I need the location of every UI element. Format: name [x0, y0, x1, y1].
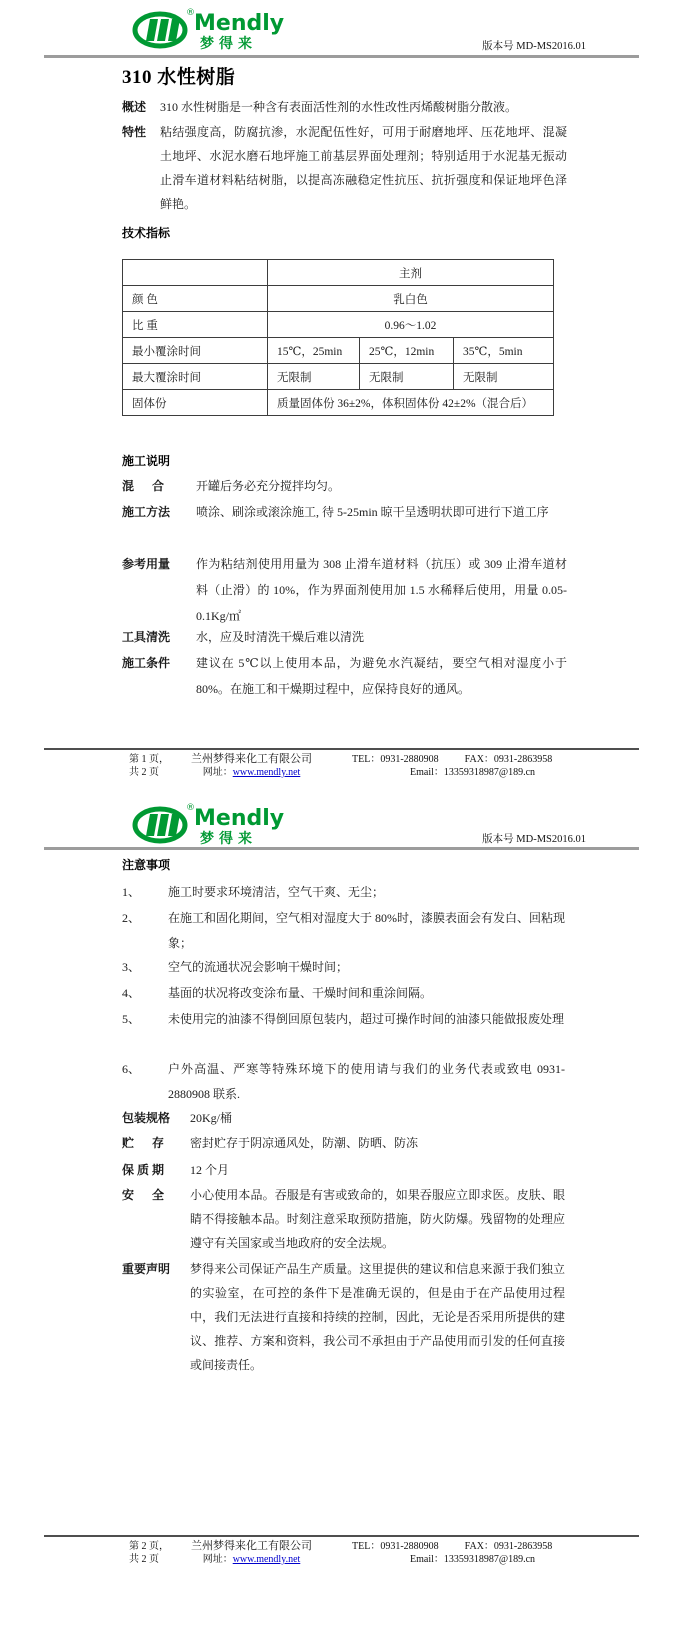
- main-agent-cell: 主剂: [268, 260, 554, 286]
- note-number: 2、: [122, 911, 141, 925]
- safety-row: [122, 1183, 565, 1255]
- tool-cleaning-row: [122, 624, 567, 650]
- brand-name-cn: 梦得来: [200, 36, 257, 51]
- tel-fax-line: [352, 753, 644, 766]
- min-recoat-35-cell: 35℃，5min: [454, 338, 554, 364]
- note-number: 1、: [122, 885, 141, 899]
- note-number: 3、: [122, 960, 141, 974]
- max-recoat-cell: 无限制: [360, 364, 454, 390]
- website-label: 网址：: [202, 1554, 233, 1565]
- tel-label: TEL：0931-2880908: [352, 1541, 439, 1552]
- table-row: [123, 390, 554, 416]
- email-line: Email：13359318987@189.cn: [410, 1554, 536, 1565]
- solids-value-cell: 质量固体份 36±2%，体积固体份 42±2%（混合后）: [268, 390, 554, 416]
- notes-heading: 注意事项: [122, 858, 171, 872]
- features-text: 粘结强度高，防腐抗渗，水泥配伍性好，可用于耐磨地坪、压花地坪、混凝土地坪、水泥水磨石地坪施工前基层界面处理剂；特别适用于水泥基无振动止滑车道材料粘结树脂，以提高冻融稳定性抗压、抗折强度和保证地坪色泽鲜艳。: [160, 125, 567, 211]
- table-row: [123, 260, 554, 286]
- max-recoat-cell: 无限制: [454, 364, 554, 390]
- conditions-label: 施工条件: [122, 656, 171, 670]
- dosage-text: 作为粘结剂使用用量为 308 止滑车道材料（抗压）或 309 止滑车道材料（止滑）的 10%，作为界面剂使用加 1.5 水稀释后使用，用量 0.05-0.1Kg/㎡: [196, 557, 567, 623]
- table-row: [123, 338, 554, 364]
- version-label: 版本号 MD-MS2016.01: [482, 41, 586, 52]
- note-item-2: [122, 906, 565, 956]
- tel-fax-line: [352, 1540, 644, 1553]
- features-row: [122, 120, 567, 216]
- note-item-4: [122, 981, 565, 1006]
- footer-company-block: [169, 1540, 334, 1566]
- note-number: 4、: [122, 986, 141, 1000]
- fax-label: FAX：0931-2863958: [464, 754, 553, 765]
- note-text: 未使用完的油漆不得倒回原包装内，超过可操作时间的油漆只能做报废处理: [168, 1012, 565, 1026]
- fax-label: FAX：0931-2863958: [464, 1541, 553, 1552]
- page1-footer: [44, 753, 644, 779]
- conditions-text: 建议在 5℃以上使用本品，为避免水汽凝结，要空气相对湿度小于 80%。在施工和干燥期过程中，应保持良好的通风。: [196, 656, 567, 696]
- page2-footer: [44, 1540, 644, 1566]
- dosage-label: 参考用量: [122, 557, 171, 571]
- disclaimer-text: 梦得来公司保证产品生产质量。这里提供的建议和信息来源于我们独立的实验室，在可控的条件下是准确无误的，但是由于在产品使用过程中，我们无法进行直接和持续的控制，因此，无论是否采用所提供的建议、推荐、方案和资料，我公司不承担由于产品使用而引发的任何直接或间接责任。: [190, 1262, 565, 1372]
- safety-label: 安 全: [122, 1188, 165, 1202]
- table-row: [123, 286, 554, 312]
- brand-name-cn: 梦得来: [200, 831, 257, 846]
- brand-name: Mendly: [194, 806, 285, 831]
- specs-table: [122, 259, 554, 416]
- gravity-label-cell: 比 重: [123, 312, 268, 338]
- page-title: 310 水性树脂: [122, 67, 236, 88]
- method-text: 喷涂、刷涂或滚涂施工, 待 5-25min 晾干呈透明状即可进行下道工序: [196, 505, 549, 519]
- mendly-logo-icon: [120, 3, 285, 51]
- mixing-label: 混 合: [122, 479, 165, 493]
- footer-contact-block: [334, 753, 644, 779]
- shelf-life-text: 12 个月: [190, 1163, 230, 1177]
- website-line: [169, 1553, 334, 1566]
- disclaimer-label: 重要声明: [122, 1262, 171, 1276]
- footer-contact-block: [334, 1540, 644, 1566]
- page-number: 第 1 页，共 2 页: [129, 754, 169, 778]
- note-item-6: [122, 1057, 565, 1107]
- version-label: 版本号 MD-MS2016.01: [482, 834, 586, 845]
- header-rule: [44, 55, 639, 58]
- color-value-cell: 乳白色: [268, 286, 554, 312]
- max-recoat-label-cell: 最大覆涂时间: [123, 364, 268, 390]
- method-row: [122, 499, 567, 525]
- method-label: 施工方法: [122, 505, 171, 519]
- tool-cleaning-label: 工具清洗: [122, 630, 171, 644]
- tel-label: TEL：0931-2880908: [352, 754, 439, 765]
- company-name: 兰州梦得来化工有限公司: [191, 1540, 312, 1552]
- brand-name: Mendly: [194, 11, 285, 36]
- note-text: 施工时要求环境清洁，空气干爽、无尘；: [168, 885, 385, 899]
- mendly-logo: [120, 798, 285, 846]
- solids-label-cell: 固体份: [123, 390, 268, 416]
- packaging-text: 20Kg/桶: [190, 1111, 233, 1125]
- footer-rule: [44, 748, 639, 750]
- note-text: 空气的流通状况会影响干燥时间；: [168, 960, 349, 974]
- color-label-cell: 颜 色: [123, 286, 268, 312]
- construction-heading: 施工说明: [122, 454, 171, 468]
- packaging-label: 包装规格: [122, 1111, 171, 1125]
- registered-mark: ®: [186, 8, 195, 18]
- note-text: 户外高温、严寒等特殊环境下的使用请与我们的业务代表或致电 0931-2880908 联系.: [168, 1062, 565, 1101]
- min-recoat-label-cell: 最小覆涂时间: [123, 338, 268, 364]
- note-number: 6、: [122, 1062, 141, 1076]
- safety-text: 小心使用本品。吞服是有害或致命的，如果吞服应立即求医。皮肤、眼睛不得接触本品。时刻注意采取预防措施，防火防爆。残留物的处理应遵守有关国家或当地政府的安全法规。: [190, 1188, 565, 1250]
- note-item-3: [122, 955, 565, 980]
- mixing-row: [122, 473, 567, 499]
- packaging-row: [122, 1106, 565, 1130]
- header-rule: [44, 847, 639, 850]
- min-recoat-25-cell: 25℃，12min: [360, 338, 454, 364]
- footer-rule: [44, 1535, 639, 1537]
- registered-mark: ®: [186, 803, 195, 813]
- note-text: 在施工和固化期间，空气相对湿度大于 80%时，漆膜表面会有发白、回粘现象；: [168, 911, 565, 950]
- page-number: 第 2 页，共 2 页: [129, 1541, 169, 1565]
- website-link[interactable]: www.mendly.net: [232, 1554, 301, 1565]
- storage-row: [122, 1131, 565, 1155]
- shelf-life-label: 保 质 期: [122, 1163, 165, 1177]
- overview-label: 概述: [122, 100, 147, 114]
- note-number: 5、: [122, 1012, 141, 1026]
- table-row: [123, 312, 554, 338]
- mixing-text: 开罐后务必充分搅拌均匀。: [196, 479, 341, 493]
- website-link[interactable]: www.mendly.net: [232, 767, 301, 778]
- gravity-value-cell: 0.96～1.02: [268, 312, 554, 338]
- note-text: 基面的状况将改变涂布量、干燥时间和重涂间隔。: [168, 986, 433, 1000]
- max-recoat-cell: 无限制: [268, 364, 360, 390]
- table-row: [123, 364, 554, 390]
- features-label: 特性: [122, 125, 147, 139]
- conditions-row: [122, 650, 567, 702]
- min-recoat-15-cell: 15℃，25min: [268, 338, 360, 364]
- tech-specs-heading: 技术指标: [122, 226, 171, 240]
- overview-row: [122, 95, 565, 119]
- website-line: [169, 766, 334, 779]
- dosage-row: [122, 551, 567, 629]
- mendly-logo-icon: [120, 798, 285, 846]
- email-line: Email：13359318987@189.cn: [410, 767, 536, 778]
- tool-cleaning-text: 水，应及时清洗干燥后难以清洗: [196, 630, 365, 644]
- disclaimer-row: [122, 1257, 565, 1377]
- storage-text: 密封贮存于阴凉通风处，防潮、防晒、防冻: [190, 1136, 419, 1150]
- note-item-1: [122, 880, 565, 905]
- shelf-life-row: [122, 1158, 565, 1182]
- mendly-logo: [120, 3, 285, 51]
- storage-label: 贮 存: [122, 1136, 165, 1150]
- website-label: 网址：: [202, 767, 233, 778]
- company-name: 兰州梦得来化工有限公司: [191, 753, 312, 765]
- footer-company-block: [169, 753, 334, 779]
- empty-cell: [123, 260, 268, 286]
- note-item-5: [122, 1007, 565, 1032]
- overview-text: 310 水性树脂是一种含有表面活性剂的水性改性丙烯酸树脂分散液。: [160, 100, 518, 114]
